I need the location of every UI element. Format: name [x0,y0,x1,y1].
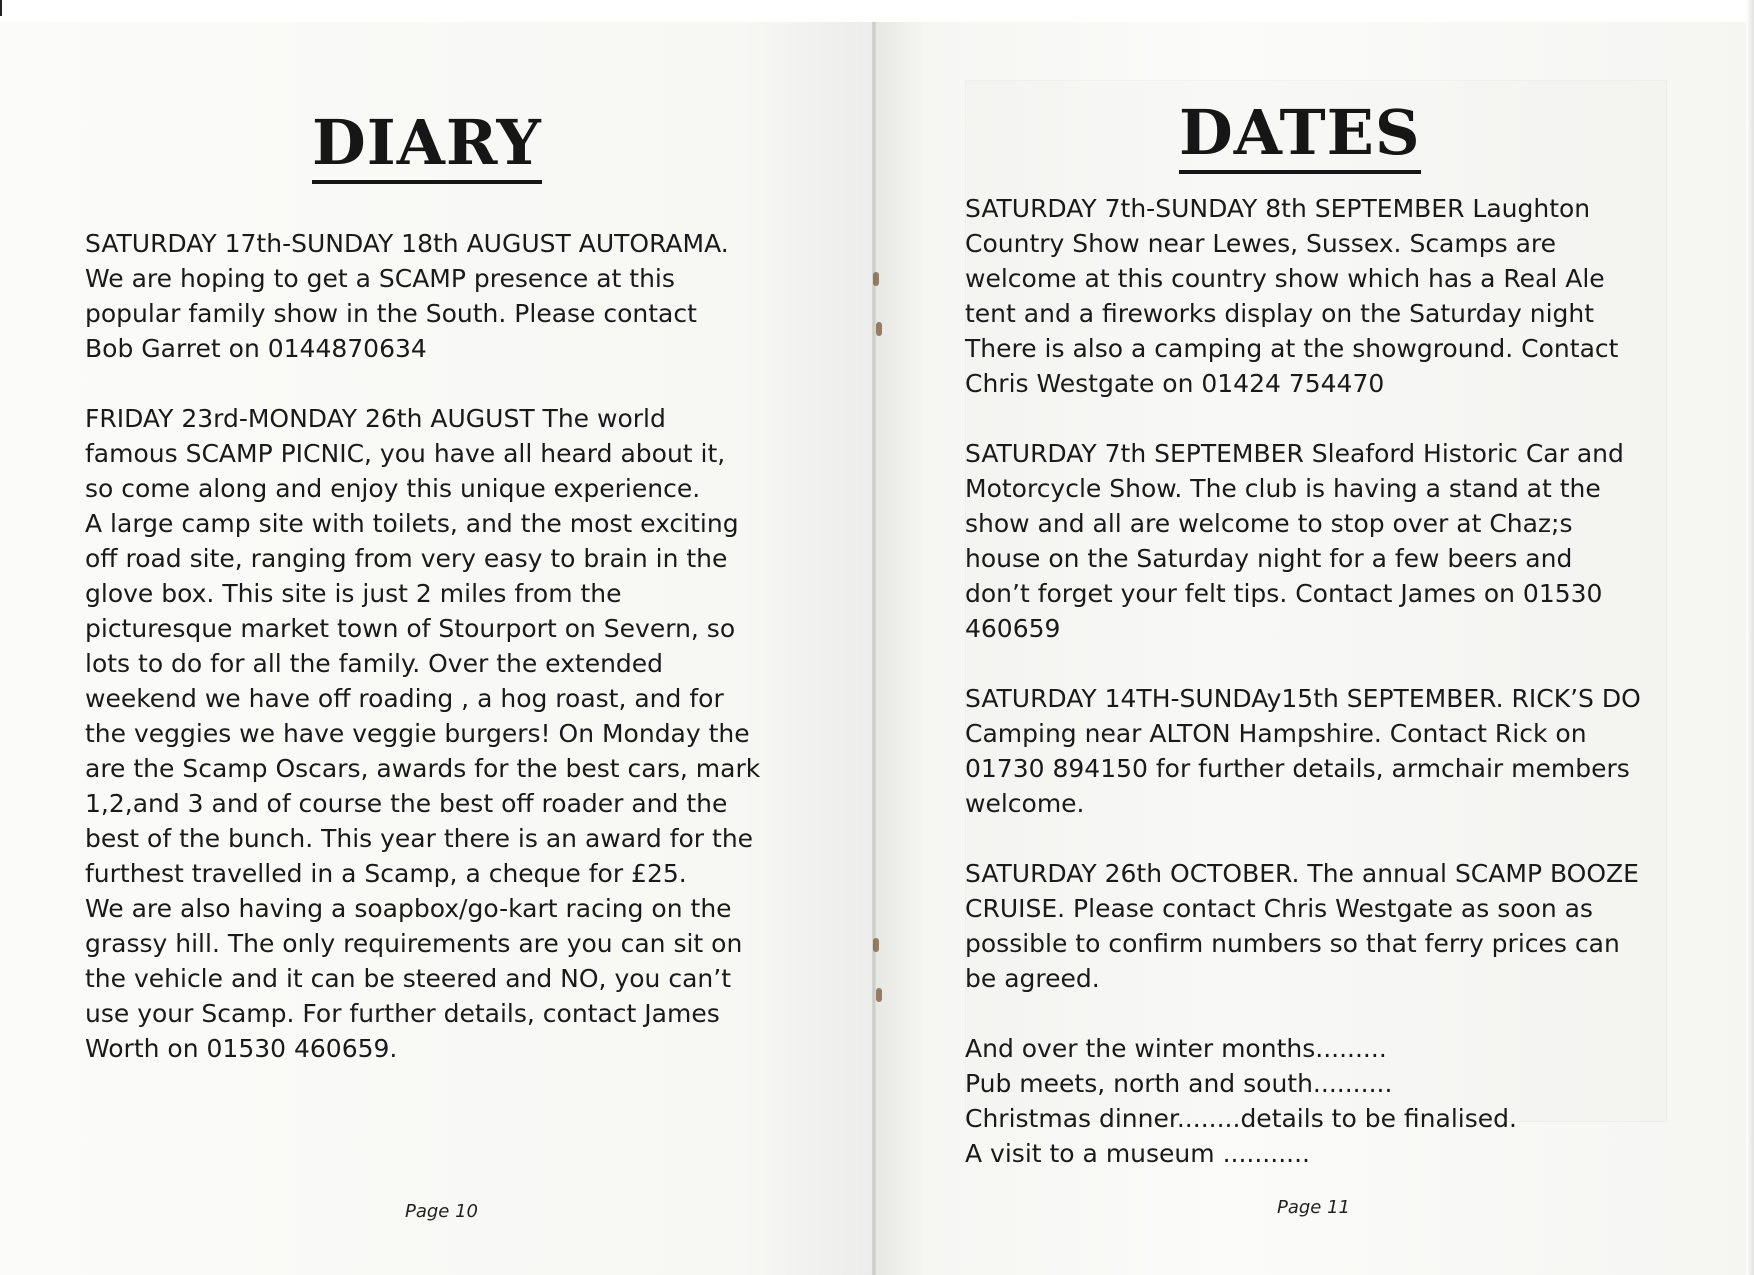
scan-edge-mark [0,0,2,16]
text-line: FRIDAY 23rd-MONDAY 26th AUGUST The world [85,404,666,433]
dates-entry-ricks-do [965,681,1710,821]
text-line: Worth on 01530 460659. [85,1034,398,1063]
dates-entry-winter-months [965,1031,1710,1171]
diary-entries [85,226,845,1066]
text-line: use your Scamp. For further details, contact James [85,999,720,1028]
text-line: SATURDAY 17th-SUNDAY 18th AUGUST AUTORAMA. [85,229,729,258]
text-line: welcome. [965,789,1085,818]
text-line: Country Show near Lewes, Sussex. Scamps are [965,229,1557,258]
text-line: be agreed. [965,964,1100,993]
text-line: house on the Saturday night for a few beers and [965,544,1573,573]
text-line: so come along and enjoy this unique experience. [85,474,701,503]
text-line: lots to do for all the family. Over the extended [85,649,664,678]
text-line: famous SCAMP PICNIC, you have all heard about it, [85,439,726,468]
text-line: off road site, ranging from very easy to brain in the [85,544,728,573]
text-line: There is also a camping at the showground. Contact [965,334,1619,363]
staple-icon [873,938,879,952]
text-line: 460659 [965,614,1061,643]
text-line: Bob Garret on 0144870634 [85,334,427,363]
staple-icon [876,322,882,336]
text-line: weekend we have off roading , a hog roast, and for [85,684,724,713]
text-line: Camping near ALTON Hampshire. Contact Rick on [965,719,1587,748]
text-line: the vehicle and it can be steered and NO, you can’t [85,964,731,993]
text-line: CRUISE. Please contact Chris Westgate as soon as [965,894,1593,923]
text-line: And over the winter months......... [965,1034,1387,1063]
text-line: best of the bunch. This year there is an award for the [85,824,754,853]
diary-entry-autorama [85,226,845,366]
text-line: SATURDAY 26th OCTOBER. The annual SCAMP BOOZE [965,859,1639,888]
staple-icon [873,272,879,286]
text-line: SATURDAY 14TH-SUNDAy15th SEPTEMBER. RICK’S DO [965,684,1641,713]
text-line: Chris Westgate on 01424 754470 [965,369,1385,398]
staple-icon [876,988,882,1002]
text-line: tent and a fireworks display on the Saturday night [965,299,1595,328]
text-line: show and all are welcome to stop over at Chaz;s [965,509,1573,538]
text-line: 1,2,and 3 and of course the best off roader and the [85,789,728,818]
text-line: Christmas dinner........details to be finalised. [965,1104,1517,1133]
text-line: welcome at this country show which has a Real Ale [965,264,1605,293]
text-line: A large camp site with toilets, and the most exciting [85,509,739,538]
text-line: Motorcycle Show. The club is having a stand at the [965,474,1601,503]
diary-heading: DIARY [312,112,542,184]
text-line: possible to confirm numbers so that ferry prices can [965,929,1620,958]
text-line: Pub meets, north and south.......... [965,1069,1393,1098]
text-line: furthest travelled in a Scamp, a cheque for £25. [85,859,687,888]
text-line: We are also having a soapbox/go-kart racing on the [85,894,732,923]
text-line: SATURDAY 7th SEPTEMBER Sleaford Historic Car and [965,439,1624,468]
dates-heading: DATES [1179,102,1421,174]
dates-entry-sleaford-show [965,436,1710,646]
text-line: picturesque market town of Stourport on Severn, so [85,614,736,643]
diary-entry-scamp-picnic [85,401,845,1066]
page-edge-shadow [1746,0,1754,1275]
text-line: 01730 894150 for further details, armchair members [965,754,1630,783]
page-number: Page 10 [405,1201,479,1222]
text-line: grassy hill. The only requirements are you can sit on [85,929,743,958]
text-line: are the Scamp Oscars, awards for the best cars, mark [85,754,761,783]
scan-top-strip [0,0,1754,22]
text-line: glove box. This site is just 2 miles from the [85,579,622,608]
text-line: A visit to a museum ........... [965,1139,1310,1168]
text-line: the veggies we have veggie burgers! On Monday the [85,719,750,748]
text-line: popular family show in the South. Please contact [85,299,697,328]
page-gutter [872,22,876,1275]
dates-entries [965,191,1710,1171]
text-line: We are hoping to get a SCAMP presence at this [85,264,675,293]
dates-entry-booze-cruise [965,856,1710,996]
dates-entry-laughton-show [965,191,1710,401]
text-line: don’t forget your felt tips. Contact James on 01530 [965,579,1603,608]
page-number: Page 11 [1277,1197,1351,1218]
text-line: SATURDAY 7th-SUNDAY 8th SEPTEMBER Laughton [965,194,1591,223]
